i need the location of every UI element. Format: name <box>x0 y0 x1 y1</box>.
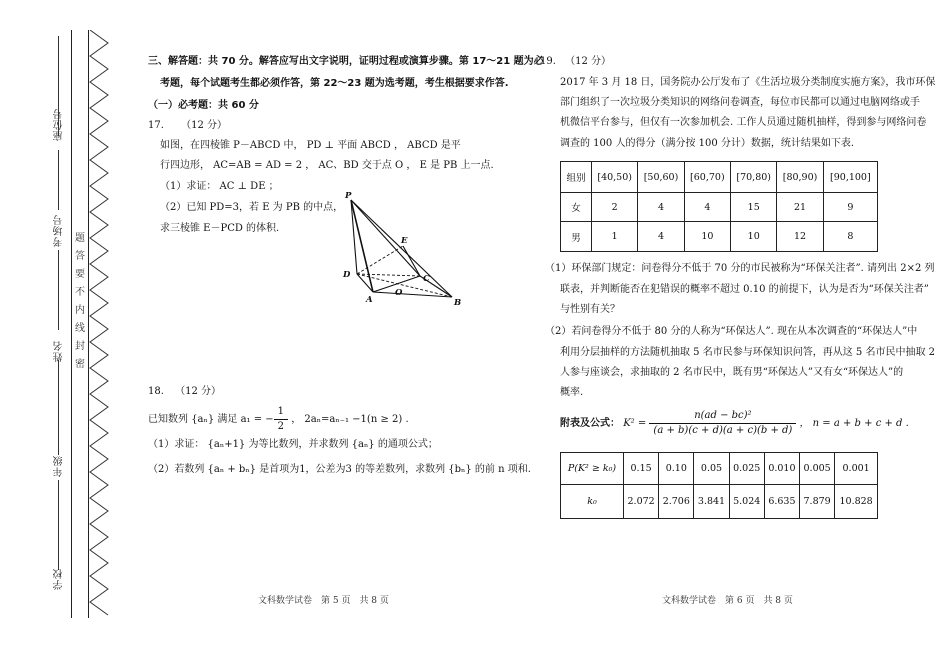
vertex-label-O: O <box>395 288 403 298</box>
table-cell: 10 <box>731 222 777 252</box>
vertex-label-A: A <box>366 295 373 305</box>
k2-cell: 3.841 <box>694 485 729 519</box>
q18-points: （12 分） <box>175 386 221 397</box>
k2-row-label: k₀ <box>561 485 624 519</box>
k2-cell: 0.010 <box>764 453 799 485</box>
table-cell: 8 <box>823 222 877 252</box>
binding-line-outer <box>71 30 72 618</box>
q19-header <box>540 55 611 69</box>
left-page-footer: 文科数学试卷 第 5 页 共 8 页 <box>258 596 389 606</box>
seal-char: 内 <box>75 305 85 316</box>
grade-label: 年级 <box>54 455 65 477</box>
table-header-cell: [90,100] <box>823 162 877 193</box>
table-cell: 女 <box>561 193 592 222</box>
table-header-cell: 组别 <box>561 162 592 193</box>
table-cell: 10 <box>684 222 730 252</box>
fraction-numerator: 1 <box>274 405 288 420</box>
table-row-male <box>561 222 878 252</box>
seal-char: 线 <box>75 323 85 334</box>
edge-DC-hidden <box>357 274 420 276</box>
q18-part2: （2）若数列 {aₙ + bₙ} 是首项为1，公差为3 的等差数列，求数列 {bₙ} 的前 n 项和. <box>148 464 531 475</box>
edge-DE-hidden <box>357 246 403 274</box>
seal-char: 封 <box>75 341 85 352</box>
exam-room-label: 考场号 <box>54 214 65 247</box>
q19-intro-1: 2017 年 3 月 18 日，国务院办公厅发布了《生活垃圾分类制度实施方案》，我市环保 <box>560 77 936 88</box>
pyramid-figure <box>335 188 465 310</box>
q18-line1 <box>148 405 409 434</box>
table-cell: 4 <box>638 193 684 222</box>
formula-lhs: K² = <box>623 418 647 429</box>
name-label: 姓名 <box>54 340 65 362</box>
q18-fraction <box>274 405 288 434</box>
k2-table <box>560 452 878 519</box>
q18-header <box>148 385 221 399</box>
k2-cell: 7.879 <box>800 485 835 519</box>
k2-cell: 0.001 <box>835 453 878 485</box>
field-line <box>58 250 59 330</box>
q18-text: 满足 a₁ = − <box>217 414 274 425</box>
table-header-row <box>561 162 878 193</box>
zigzag-border <box>88 30 112 620</box>
q19-part2-line1: （2）若问卷得分不低于 80 分的人称为“环保达人”. 现在从本次调查的“环保达人”中 <box>545 326 918 337</box>
table-cell: 9 <box>823 193 877 222</box>
q19-intro-3: 机微信平台参与，但仅有一次参加机会. 工作人员通过随机抽样，得到参与网络问卷 <box>560 117 927 128</box>
formula-tail: ， n = a + b + c + d . <box>799 418 909 429</box>
table-header-cell: [50,60) <box>638 162 684 193</box>
q18-text: ， 2aₙ=aₙ₋₁ −1(n ≥ 2) . <box>291 414 409 425</box>
q17-number: 17. <box>148 120 164 131</box>
seal-char: 题 <box>75 233 85 244</box>
k2-cell: 5.024 <box>729 485 764 519</box>
table-header-cell: [80,90) <box>777 162 823 193</box>
table-header-cell: [40,50) <box>592 162 638 193</box>
table-header-cell: [60,70) <box>684 162 730 193</box>
q18-number: 18. <box>148 386 164 397</box>
q17-header <box>148 119 227 133</box>
vertex-label-P: P <box>345 191 352 201</box>
table-cell: 15 <box>731 193 777 222</box>
field-line <box>58 480 59 570</box>
vertex-label-C: C <box>423 274 430 284</box>
table-row-female <box>561 193 878 222</box>
table-cell: 4 <box>638 222 684 252</box>
k2-cell: 0.005 <box>800 453 835 485</box>
seal-char: 密 <box>75 359 85 370</box>
q17-text-line2: 行四边形， AC=AB = AD = 2 ， AC、BD 交于点 O ， E 是 PB 上一点. <box>160 160 494 171</box>
q19-intro-4: 调查的 100 人的得分（满分按 100 分计）数据，统计结果如下表. <box>560 138 855 149</box>
edge-CE <box>403 246 420 276</box>
q19-part2-line2: 利用分层抽样的方法随机抽取 5 名市民参与环保知识问答，再从这 5 名市民中抽取 2 <box>560 347 935 358</box>
seal-char: 不 <box>75 287 85 298</box>
vertex-label-B: B <box>454 298 462 308</box>
field-line <box>58 360 59 455</box>
q18-text: 已知数列 <box>148 414 188 425</box>
k2-row-prob <box>561 453 878 485</box>
vertex-label-E: E <box>401 236 408 246</box>
k2-row-k0 <box>561 485 878 519</box>
score-table <box>560 161 878 252</box>
q17-part2b: 求三棱锥 E－PCD 的体积. <box>160 223 280 234</box>
q18-seq: {aₙ} <box>191 414 215 425</box>
table-cell: 12 <box>777 222 823 252</box>
k2-cell: 0.10 <box>659 453 694 485</box>
q17-text-line1: 如图，在四棱锥 P－ABCD 中， PD ⊥ 平面 ABCD ， ABCD 是平 <box>160 140 461 151</box>
k2-cell: 2.072 <box>624 485 659 519</box>
section-heading-cont: 考题，每个试题考生都必须作答，第 22～23 题为选考题，考生根据要求作答. <box>160 78 509 89</box>
seal-char: 要 <box>75 269 85 280</box>
q19-points: （12 分） <box>565 56 611 67</box>
field-line <box>58 150 59 210</box>
q17-part2: （2）已知 PD=3，若 E 为 PB 的中点， <box>160 202 344 213</box>
binding-margin <box>0 0 125 650</box>
q19-part2-line4: 概率. <box>560 387 584 398</box>
formula-fraction <box>649 409 796 438</box>
k2-cell: 0.05 <box>694 453 729 485</box>
q19-part1-line1: （1）环保部门规定：问卷得分不低于 70 分的市民被称为“环保关注者”. 请列出 2×2 列 <box>545 263 935 274</box>
table-cell: 男 <box>561 222 592 252</box>
seat-label: 座位号 <box>54 108 65 141</box>
k2-cell: 0.025 <box>729 453 764 485</box>
q19-number: 19. <box>540 56 556 67</box>
q19-intro-2: 部门组织了一次垃圾分类知识的网络问卷调查，每位市民都可以通过电脑网络或手 <box>560 97 920 108</box>
formula-label: 附表及公式： <box>560 418 620 429</box>
k2-cell: 0.15 <box>624 453 659 485</box>
q19-part1-line2: 联表，并判断能否在犯错误的概率不超过 0.10 的前提下，认为是否为“环保关注者” <box>560 284 929 295</box>
section-heading: 三、解答题：共 70 分。解答应写出文字说明，证明过程或演算步骤。第 17～21 题为必 <box>148 56 544 67</box>
seal-char: 答 <box>75 251 85 262</box>
table-cell: 2 <box>592 193 638 222</box>
q19-part2-line3: 人参与座谈会，求抽取的 2 名市民中，既有男“环保达人”又有女“环保达人”的 <box>560 367 904 378</box>
edge-PC <box>351 200 420 276</box>
table-cell: 21 <box>777 193 823 222</box>
formula-denominator: (a + b)(c + d)(a + c)(b + d) <box>653 425 793 436</box>
school-label: 学校 <box>54 568 65 590</box>
q17-points: （12 分） <box>181 120 227 131</box>
k2-cell: 2.706 <box>659 485 694 519</box>
right-page-footer: 文科数学试卷 第 6 页 共 8 页 <box>662 596 793 606</box>
sub-heading: （一）必考题：共 60 分 <box>148 100 259 111</box>
formula-numerator: n(ad − bc)² <box>649 409 796 424</box>
k2-row-label: P(K² ≥ k₀) <box>561 453 624 485</box>
table-cell: 4 <box>684 193 730 222</box>
fraction-denominator: 2 <box>277 421 285 432</box>
table-cell: 1 <box>592 222 638 252</box>
k2-cell: 10.828 <box>835 485 878 519</box>
vertex-label-D: D <box>343 270 351 280</box>
k2-cell: 6.635 <box>764 485 799 519</box>
q18-part1: （1）求证： {aₙ+1} 为等比数列，并求数列 {aₙ} 的通项公式； <box>148 439 438 450</box>
table-header-cell: [70,80) <box>731 162 777 193</box>
formula-line <box>560 409 909 438</box>
q17-part1: （1）求证： AC ⊥ DE ； <box>160 181 279 192</box>
q19-part1-line3: 与性别有关？ <box>560 304 620 315</box>
